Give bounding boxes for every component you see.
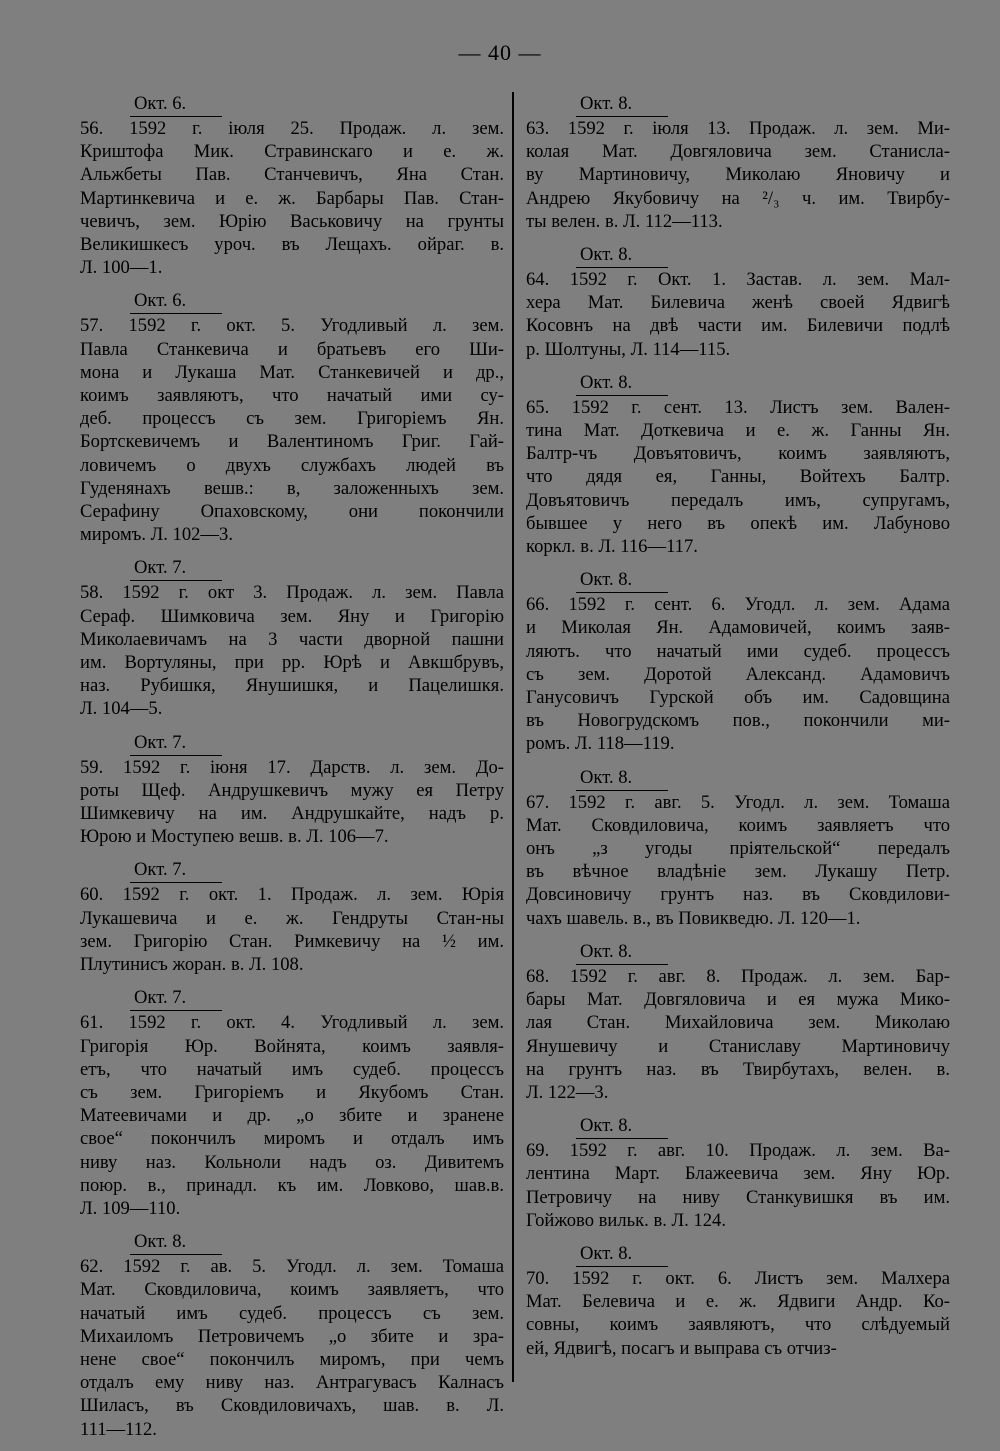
entry-date: Окт. 8. bbox=[576, 92, 668, 117]
entry-text-line: Великишкесъ уроч. въ Лещахъ. ойраг. в. bbox=[80, 234, 504, 256]
entry-text-line: лентина Март. Блажеевича зем. Яну Юр. bbox=[526, 1163, 950, 1185]
entry-text-line: Бортскевичемъ и Валентиномъ Григ. Гай- bbox=[80, 431, 504, 453]
entry-text-line: ловичемъ о двухъ службахъ людей въ bbox=[80, 454, 504, 476]
entry-text-line: чахъ шавель. в., въ Повикведю. Л. 120—1. bbox=[526, 907, 861, 929]
entry-date: Окт. 8. bbox=[576, 940, 668, 965]
entry-date: Окт. 8. bbox=[130, 1230, 222, 1255]
entry-text-line: Косовнъ на двѣ части им. Билевичи подлѣ bbox=[526, 315, 950, 337]
entry-text-line: 62. 1592 г. ав. 5. Угодл. л. зем. Томаша bbox=[80, 1256, 504, 1278]
entry-text-line: Криштофа Мик. Стравинскаго и е. ж. bbox=[80, 141, 504, 163]
entry-text-line: ляютъ. что начатый ими судеб. процессъ bbox=[526, 640, 950, 662]
entry-text-line: начатый имъ судеб. процессъ съ зем. bbox=[80, 1302, 504, 1324]
entry-text-line: коркл. в. Л. 116—117. bbox=[526, 536, 698, 558]
entry-text-line: отдалъ ему ниву наз. Антрагувасъ Калнасъ bbox=[80, 1372, 504, 1394]
register-entry bbox=[80, 986, 504, 1220]
entry-text-line: деб. процессъ съ зем. Григоріемъ Ян. bbox=[80, 408, 504, 430]
entry-text-line: Л. 109—110. bbox=[80, 1197, 181, 1219]
entry-text-line: Мат. Белевича и е. ж. Ядвиги Андр. Ко- bbox=[526, 1291, 950, 1313]
entry-text-line: етъ, что начатый имъ судеб. процессъ bbox=[80, 1058, 504, 1080]
entry-text-line: колая Мат. Довгяловича зем. Станисла- bbox=[526, 141, 950, 163]
entry-text-line: Григорія Юр. Войнята, коимъ заявля- bbox=[80, 1035, 504, 1057]
entry-text-line: Сераф. Шимковича зем. Яну и Григорію bbox=[80, 605, 504, 627]
register-entry bbox=[526, 1242, 950, 1360]
entry-text-line: въ вѣчное владѣніе зем. Лукашу Петр. bbox=[526, 861, 950, 883]
entry-date: Окт. 6. bbox=[130, 92, 222, 117]
entry-text-line: хера Мат. Билевича женѣ своей Ядвигѣ bbox=[526, 292, 950, 314]
entry-text-line: ты велен. в. Л. 112—113. bbox=[526, 210, 723, 232]
entry-text-line: 56. 1592 г. іюля 25. Продаж. л. зем. bbox=[80, 118, 504, 139]
entry-text-line: 69. 1592 г. авг. 10. Продаж. л. зем. Ва- bbox=[526, 1140, 950, 1162]
entry-text-line: Л. 100—1. bbox=[80, 257, 163, 279]
entry-date: Окт. 7. bbox=[130, 731, 222, 756]
entry-text-line: 64. 1592 г. Окт. 1. Застав. л. зем. Мал- bbox=[526, 269, 950, 291]
entry-date: Окт. 6. bbox=[130, 289, 222, 314]
register-entry bbox=[80, 289, 504, 546]
column-divider bbox=[512, 92, 514, 1382]
entry-text-line: Шимкевичу на им. Андрушкайте, надъ р. bbox=[80, 803, 504, 825]
left-column bbox=[80, 92, 504, 1451]
entry-text-line: Довъятовичъ передалъ имъ, супругамъ, bbox=[526, 489, 950, 511]
entry-text-line: ей, Ядвигѣ, посагъ и выправа съ отчиз- bbox=[526, 1337, 837, 1359]
entry-text-line: р. Шолтуны, Л. 114—115. bbox=[526, 338, 731, 360]
entry-text-line: чевичъ, зем. Юрію Васьковичу на грунты bbox=[80, 210, 504, 232]
entry-text-line: Мат. Сковдиловича, коимъ заявляетъ что bbox=[526, 814, 950, 836]
entry-text-line: роты Щеф. Андрушкевичъ мужу ея Петру bbox=[80, 779, 504, 801]
entry-date: Окт. 7. bbox=[130, 858, 222, 883]
entry-text-line: нене свое“ покончилъ миромъ, при чемъ bbox=[80, 1348, 504, 1370]
entry-date: Окт. 7. bbox=[130, 556, 222, 581]
entry-text-line: бары Мат. Довгяловича и ея мужа Мико- bbox=[526, 989, 950, 1011]
entry-text-line: Михаиломъ Петровичемъ „о збите и зра- bbox=[80, 1325, 504, 1347]
entry-date: Окт. 8. bbox=[576, 1242, 668, 1267]
entry-text-line: миромъ. Л. 102—3. bbox=[80, 524, 233, 546]
register-entry bbox=[526, 940, 950, 1104]
entry-text-line: тина Мат. Доткевича и е. ж. Ганны Ян. bbox=[526, 420, 950, 442]
register-entry bbox=[80, 731, 504, 849]
entry-text-line: Янушевичу и Станиславу Мартиновичу bbox=[526, 1035, 950, 1057]
entry-text-line: Балтр-чъ Довъятовичъ, коимъ заявляютъ, bbox=[526, 443, 950, 465]
entry-text-line: зем. Григорію Стан. Римкевичу на ½ им. bbox=[80, 930, 504, 952]
entry-text-line: лая Стан. Михайловича зем. Миколаю bbox=[526, 1012, 950, 1034]
entry-text-line: 58. 1592 г. окт 3. Продаж. л. зем. Павла bbox=[80, 582, 504, 604]
entry-text-line: на грунтъ наз. въ Твирбутахъ, велен. в. bbox=[526, 1058, 950, 1080]
register-entry bbox=[526, 92, 950, 233]
register-entry bbox=[526, 243, 950, 361]
entry-text-line: коимъ заявляютъ, что начатый ими су- bbox=[80, 385, 504, 407]
entry-text-line: Мартинкевича и е. ж. Барбары Пав. Стан- bbox=[80, 187, 504, 209]
entry-text-line: 70. 1592 г. окт. 6. Листъ зем. Малхера bbox=[526, 1267, 950, 1289]
register-entry bbox=[80, 92, 504, 279]
entry-text-line: съ зем. Доротой Александ. Адамовичъ bbox=[526, 663, 950, 685]
entry-text-line: 66. 1592 г. сент. 6. Угодл. л. зем. Адама bbox=[526, 594, 950, 616]
entry-text-line: Л. 122—3. bbox=[526, 1081, 609, 1103]
entry-text-line: Андрею Якубовичу на ²/₃ ч. им. Твирбу- bbox=[526, 187, 950, 209]
register-entry bbox=[80, 556, 504, 720]
entry-text-line: Лукашевича и е. ж. Гендруты Стан-ны bbox=[80, 907, 504, 929]
entry-text-line: 111—112. bbox=[80, 1418, 157, 1440]
right-column bbox=[526, 92, 950, 1370]
entry-text-line: Л. 104—5. bbox=[80, 698, 163, 720]
entry-text-line: ниву наз. Кольноли надъ оз. Дивитемъ bbox=[80, 1151, 504, 1173]
entry-text-line: ромъ. Л. 118—119. bbox=[526, 733, 675, 755]
entry-text-line: Петровичу на ниву Станкувишкя въ им. bbox=[526, 1186, 950, 1208]
page-number: — 40 — bbox=[458, 40, 542, 65]
entry-text-line: им. Вортуляны, при рр. Юрѣ и Авкшбрувъ, bbox=[80, 652, 504, 674]
entry-text-line: и Миколая Ян. Адамовичей, коимъ заяв- bbox=[526, 617, 950, 639]
entry-date: Окт. 8. bbox=[576, 568, 668, 593]
entry-text-line: Ганусовичъ Гурской объ им. Садовщина bbox=[526, 687, 950, 709]
entry-text-line: свое“ покончилъ миромъ и отдалъ имъ bbox=[80, 1128, 504, 1150]
entry-text-line: бывшее у него въ опекѣ им. Лабуново bbox=[526, 512, 950, 534]
entry-text-line: онъ „з угоды пріятельской“ передалъ bbox=[526, 838, 950, 860]
entry-date: Окт. 8. bbox=[576, 243, 668, 268]
entry-text-line: наз. Рубишкя, Янушишкя, и Пацелишкя. bbox=[80, 675, 504, 697]
entry-text-line: Серафину Опаховскому, они покончили bbox=[80, 501, 504, 523]
entry-text-line: Гуденянахъ вешв.: в, заложенныхъ зем. bbox=[80, 477, 504, 499]
entry-text-line: Павла Станкевича и братьевъ его Ши- bbox=[80, 338, 504, 360]
entry-date: Окт. 8. bbox=[576, 766, 668, 791]
entry-text-line: 59. 1592 г. іюня 17. Дарств. л. зем. До- bbox=[80, 756, 504, 778]
entry-text-line: Плутинисъ жоран. в. Л. 108. bbox=[80, 954, 304, 976]
entry-text-line: 57. 1592 г. окт. 5. Угодливый л. зем. bbox=[80, 315, 504, 337]
register-entry bbox=[526, 766, 950, 930]
entry-text-line: Альжбеты Пав. Станчевичъ, Яна Стан. bbox=[80, 164, 504, 186]
entry-text-line: Довсиновичу грунтъ наз. въ Сковдилови- bbox=[526, 884, 950, 906]
entry-text-line: Гойжово вильк. в. Л. 124. bbox=[526, 1209, 726, 1231]
entry-text-line: совны, коимъ заявляютъ, что слѣдуемый bbox=[526, 1314, 950, 1336]
entry-text-line: съ зем. Григоріемъ и Якубомъ Стан. bbox=[80, 1081, 504, 1103]
entry-text-line: 60. 1592 г. окт. 1. Продаж. л. зем. Юрія bbox=[80, 884, 504, 906]
entry-text-line: 63. 1592 г. іюля 13. Продаж. л. зем. Ми- bbox=[526, 118, 950, 139]
entry-text-line: 68. 1592 г. авг. 8. Продаж. л. зем. Бар- bbox=[526, 965, 950, 987]
entry-date: Окт. 7. bbox=[130, 986, 222, 1011]
entry-text-line: мона и Лукаша Мат. Станкевичей и др., bbox=[80, 361, 504, 383]
entry-text-line: Миколаевичамъ на 3 части дворной пашни bbox=[80, 628, 504, 650]
entry-date: Окт. 8. bbox=[576, 371, 668, 396]
entry-date: Окт. 8. bbox=[576, 1114, 668, 1139]
register-entry bbox=[526, 371, 950, 558]
entry-text-line: ву Мартиновичу, Миколаю Яновичу и bbox=[526, 164, 950, 186]
entry-text-line: 61. 1592 г. окт. 4. Угодливый л. зем. bbox=[80, 1012, 504, 1034]
entry-text-line: поюр. в., принадл. къ им. Ловково, шав.в. bbox=[80, 1174, 504, 1196]
entry-text-line: Мат. Сковдиловича, коимъ заявляетъ, что bbox=[80, 1279, 504, 1301]
register-entry bbox=[526, 568, 950, 755]
entry-text-line: 65. 1592 г. сент. 13. Листъ зем. Вален- bbox=[526, 396, 950, 418]
entry-text-line: Юрою и Моступею вешв. в. Л. 106—7. bbox=[80, 826, 389, 848]
register-entry bbox=[80, 858, 504, 976]
register-entry bbox=[526, 1114, 950, 1232]
entry-text-line: 67. 1592 г. авг. 5. Угодл. л. зем. Томаша bbox=[526, 791, 950, 813]
entry-text-line: Шиласъ, въ Сковдиловичахъ, шав. в. Л. bbox=[80, 1395, 504, 1417]
entry-text-line: что дядя ея, Ганны, Войтехъ Балтр. bbox=[526, 466, 950, 488]
register-entry bbox=[80, 1230, 504, 1441]
entry-text-line: въ Новогрудскомъ пов., покончили ми- bbox=[526, 710, 950, 732]
entry-text-line: Матеевичами и др. „о збите и зранене bbox=[80, 1105, 504, 1127]
